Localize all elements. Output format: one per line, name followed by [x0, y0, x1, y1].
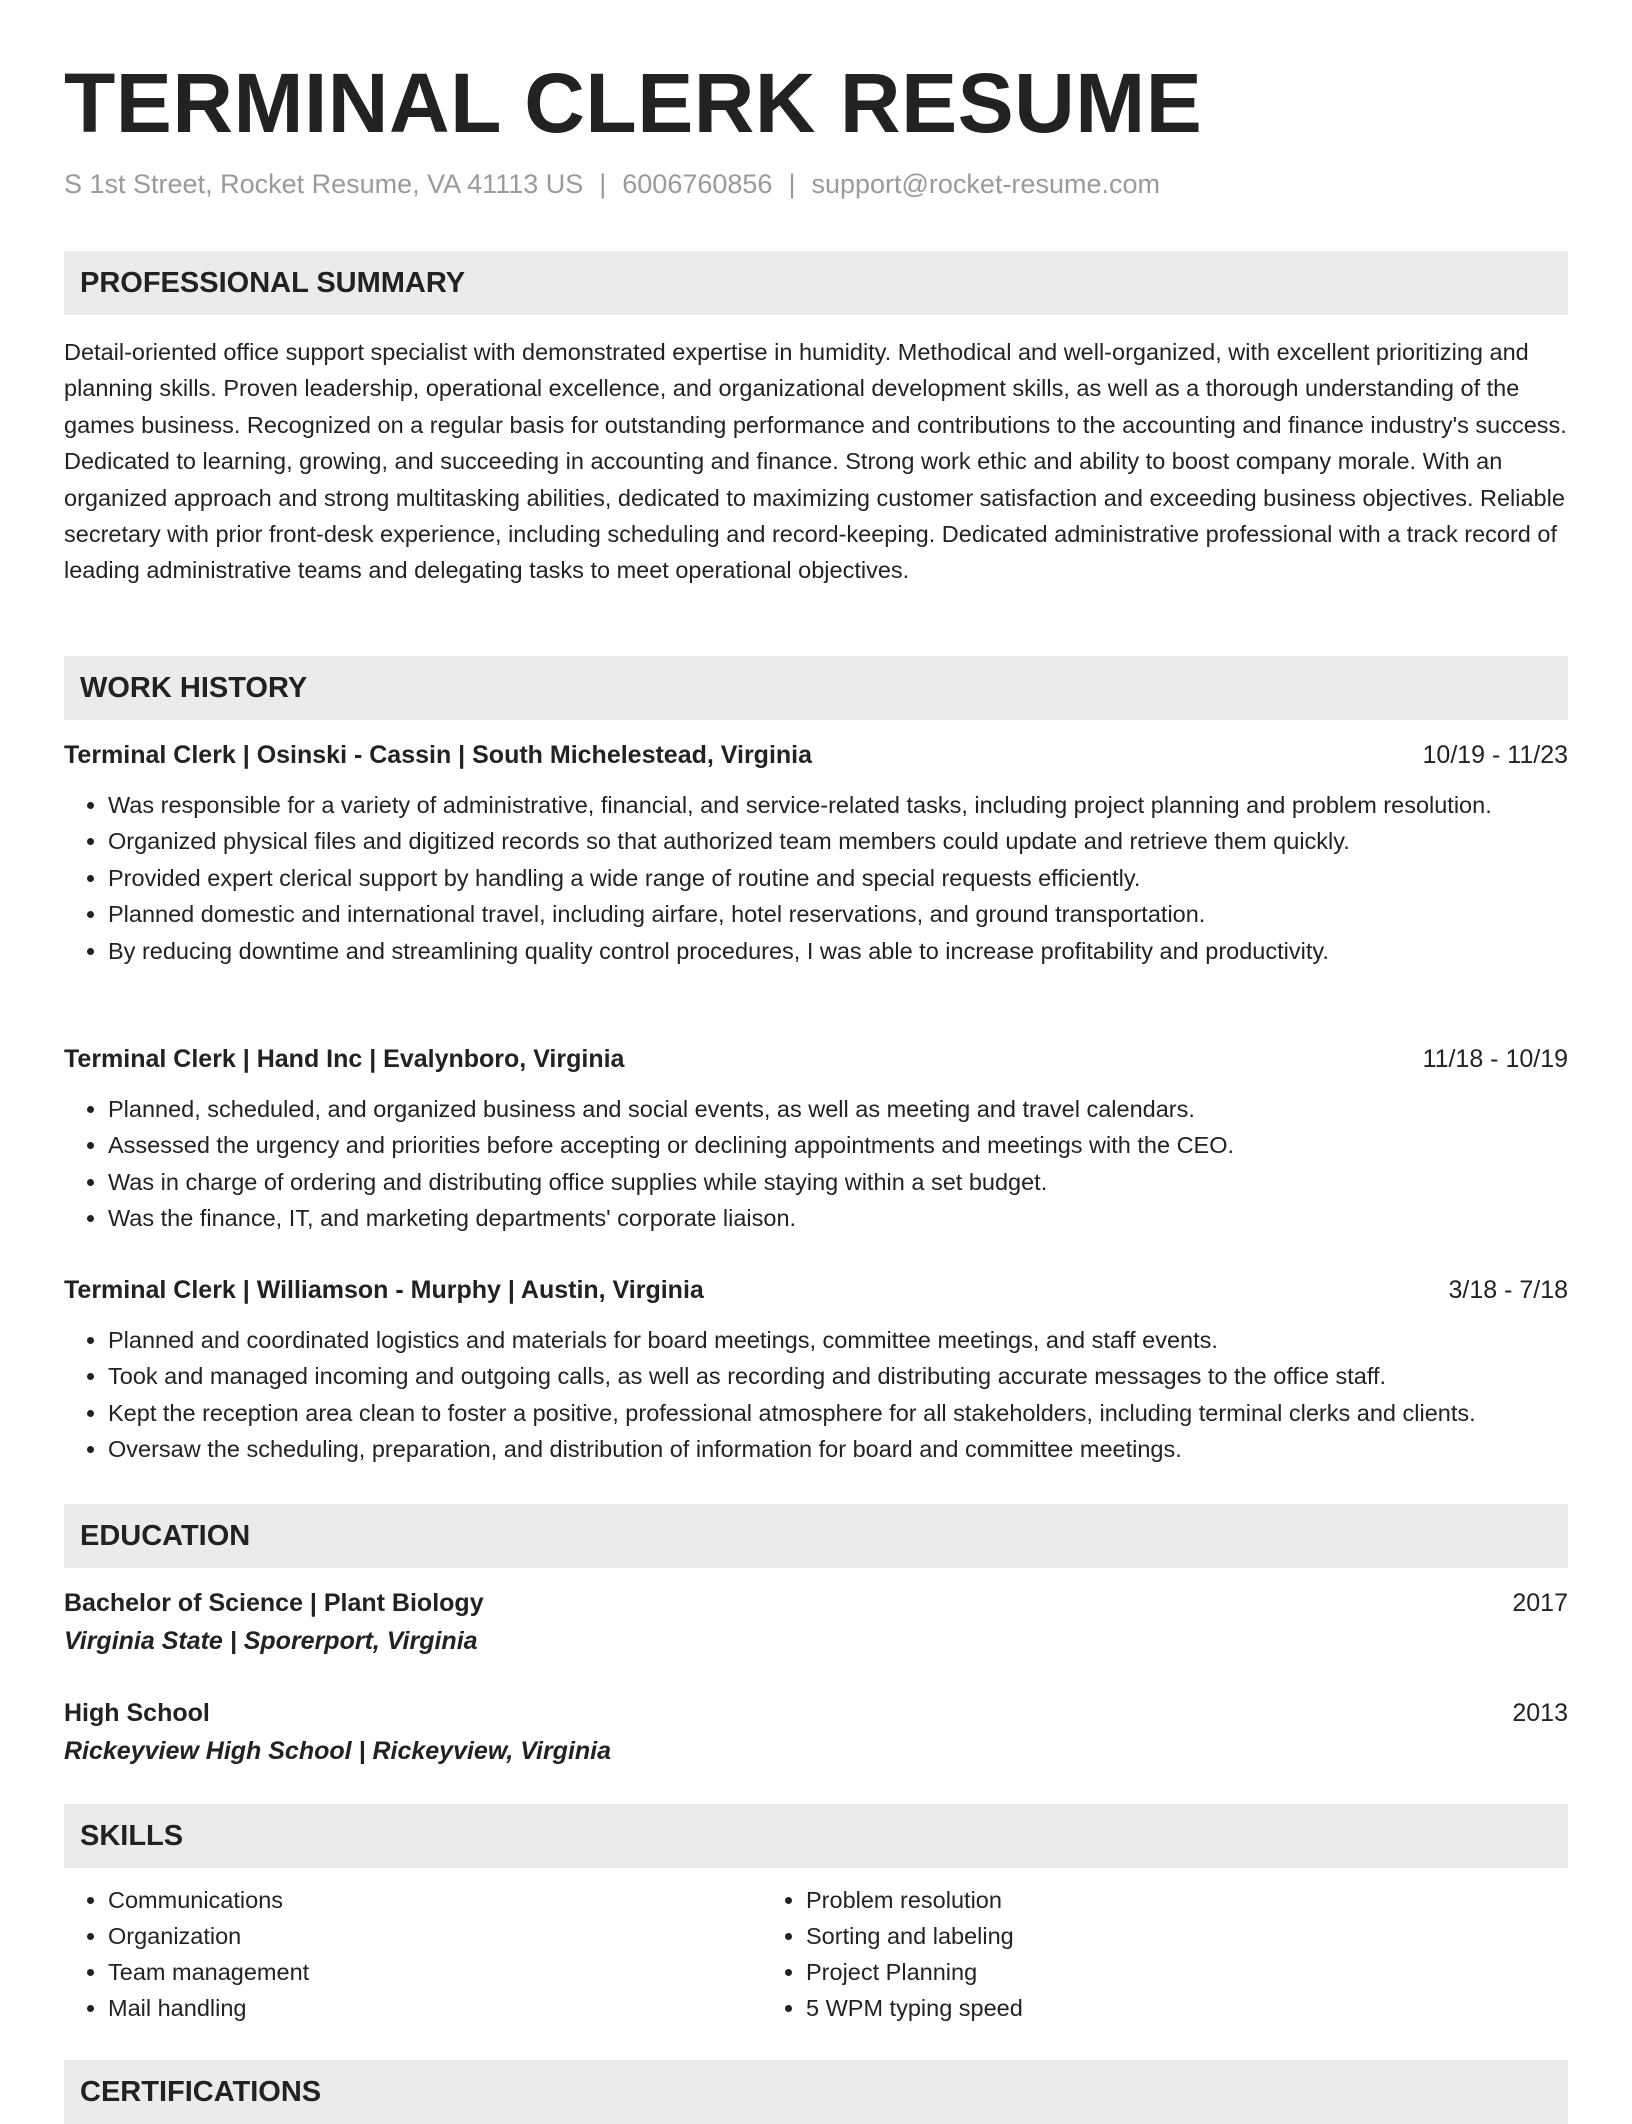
job-header — [64, 1041, 1568, 1077]
section-header-certifications: CERTIFICATIONS — [64, 2060, 1568, 2124]
job-bullet: • Was responsible for a variety of administrative, financial, and service-related tasks, including project planning and problem resolution. — [108, 787, 1568, 823]
section-header-education: EDUCATION — [64, 1504, 1568, 1568]
resume-title: TERMINAL CLERK RESUME — [64, 56, 1203, 150]
skill-item: • Problem resolution — [806, 1882, 1568, 1918]
job-header — [64, 1272, 1568, 1308]
section-header-skills: SKILLS — [64, 1804, 1568, 1868]
job-bullet: • Organized physical files and digitized records so that authorized team members could update and retrieve them quickly. — [108, 823, 1568, 859]
contact-line — [64, 166, 1160, 202]
job-title: Terminal Clerk | Hand Inc | Evalynboro, Virginia — [64, 1045, 625, 1073]
education-entry — [64, 1585, 1568, 1659]
skill-item: • Sorting and labeling — [806, 1918, 1568, 1954]
job-bullet: • Planned and coordinated logistics and materials for board meetings, committee meetings, and staff events. — [108, 1322, 1568, 1358]
job-dates: 3/18 - 7/18 — [1448, 1276, 1568, 1304]
job-bullet: • Assessed the urgency and priorities before accepting or declining appointments and meetings with the CEO. — [108, 1127, 1568, 1163]
education-entry — [64, 1695, 1568, 1769]
job-entry — [64, 1041, 1568, 1237]
contact-address: S 1st Street, Rocket Resume, VA 41113 US — [64, 169, 584, 199]
contact-email: support@rocket-resume.com — [811, 169, 1160, 199]
contact-separator: | — [788, 169, 796, 199]
job-entry — [64, 737, 1568, 969]
contact-separator: | — [599, 169, 607, 199]
job-bullet: • Oversaw the scheduling, preparation, and distribution of information for board and committee meetings. — [108, 1431, 1568, 1467]
education-year: 2017 — [1512, 1589, 1568, 1617]
contact-phone: 6006760856 — [622, 169, 773, 199]
skill-item: • Organization — [108, 1918, 762, 1954]
skill-item: • Communications — [108, 1882, 762, 1918]
job-bullet: • Took and managed incoming and outgoing calls, as well as recording and distributing accurate messages to the office staff. — [108, 1358, 1568, 1394]
job-bullets — [64, 1091, 1568, 1237]
job-title: Terminal Clerk | Osinski - Cassin | South Michelestead, Virginia — [64, 741, 813, 769]
skill-item: • Team management — [108, 1954, 762, 1990]
skill-item: • 5 WPM typing speed — [806, 1990, 1568, 2026]
education-degree: High School — [64, 1699, 210, 1727]
job-bullet: • Was the finance, IT, and marketing departments' corporate liaison. — [108, 1200, 1568, 1236]
skills-column-right — [762, 1882, 1568, 2026]
education-year: 2013 — [1512, 1699, 1568, 1727]
job-bullet: • Planned, scheduled, and organized business and social events, as well as meeting and travel calendars. — [108, 1091, 1568, 1127]
summary-text: Detail-oriented office support specialist with demonstrated expertise in humidity. Methodical and well-organized, with excellent prioritizing and planning skills. Proven leadership, operational excellence, and organizational development skills, as well as a thorough understanding of the games business. Recognized on a regular basis for outstanding performance and contributions to the accounting and finance industry's success. Dedicated to learning, growing, and succeeding in accounting and finance. Strong work ethic and ability to boost company morale. With an organized approach and strong multitasking abilities, dedicated to maximizing customer satisfaction and exceeding business objectives. Reliable secretary with prior front-desk experience, including scheduling and record-keeping. Dedicated administrative professional with a track record of leading administrative teams and delegating tasks to meet operational objectives. — [64, 339, 1567, 584]
skills-column-left — [64, 1882, 762, 2026]
job-entry — [64, 1272, 1568, 1468]
job-title: Terminal Clerk | Williamson - Murphy | Austin, Virginia — [64, 1276, 704, 1304]
skills-list — [64, 1882, 1568, 2026]
job-bullet: • By reducing downtime and streamlining quality control procedures, I was able to increase profitability and productivity. — [108, 933, 1568, 969]
job-bullet: • Kept the reception area clean to foster a positive, professional atmosphere for all stakeholders, including terminal clerks and clients. — [108, 1395, 1568, 1431]
job-bullets — [64, 787, 1568, 969]
job-header — [64, 737, 1568, 773]
education-header — [64, 1695, 1568, 1731]
education-school: Rickeyview High School | Rickeyview, Virginia — [64, 1737, 612, 1765]
skill-item: • Mail handling — [108, 1990, 762, 2026]
job-dates: 11/18 - 10/19 — [1422, 1045, 1568, 1073]
job-bullet: • Was in charge of ordering and distributing office supplies while staying within a set budget. — [108, 1164, 1568, 1200]
education-header — [64, 1585, 1568, 1621]
job-bullets — [64, 1322, 1568, 1468]
skill-item: • Project Planning — [806, 1954, 1568, 1990]
job-dates: 10/19 - 11/23 — [1422, 741, 1568, 769]
section-header-summary: PROFESSIONAL SUMMARY — [64, 251, 1568, 315]
job-bullet: • Provided expert clerical support by handling a wide range of routine and special requests efficiently. — [108, 860, 1568, 896]
job-bullet: • Planned domestic and international travel, including airfare, hotel reservations, and ground transportation. — [108, 896, 1568, 932]
section-header-work-history: WORK HISTORY — [64, 656, 1568, 720]
education-degree: Bachelor of Science | Plant Biology — [64, 1589, 484, 1617]
education-school: Virginia State | Sporerport, Virginia — [64, 1627, 478, 1655]
